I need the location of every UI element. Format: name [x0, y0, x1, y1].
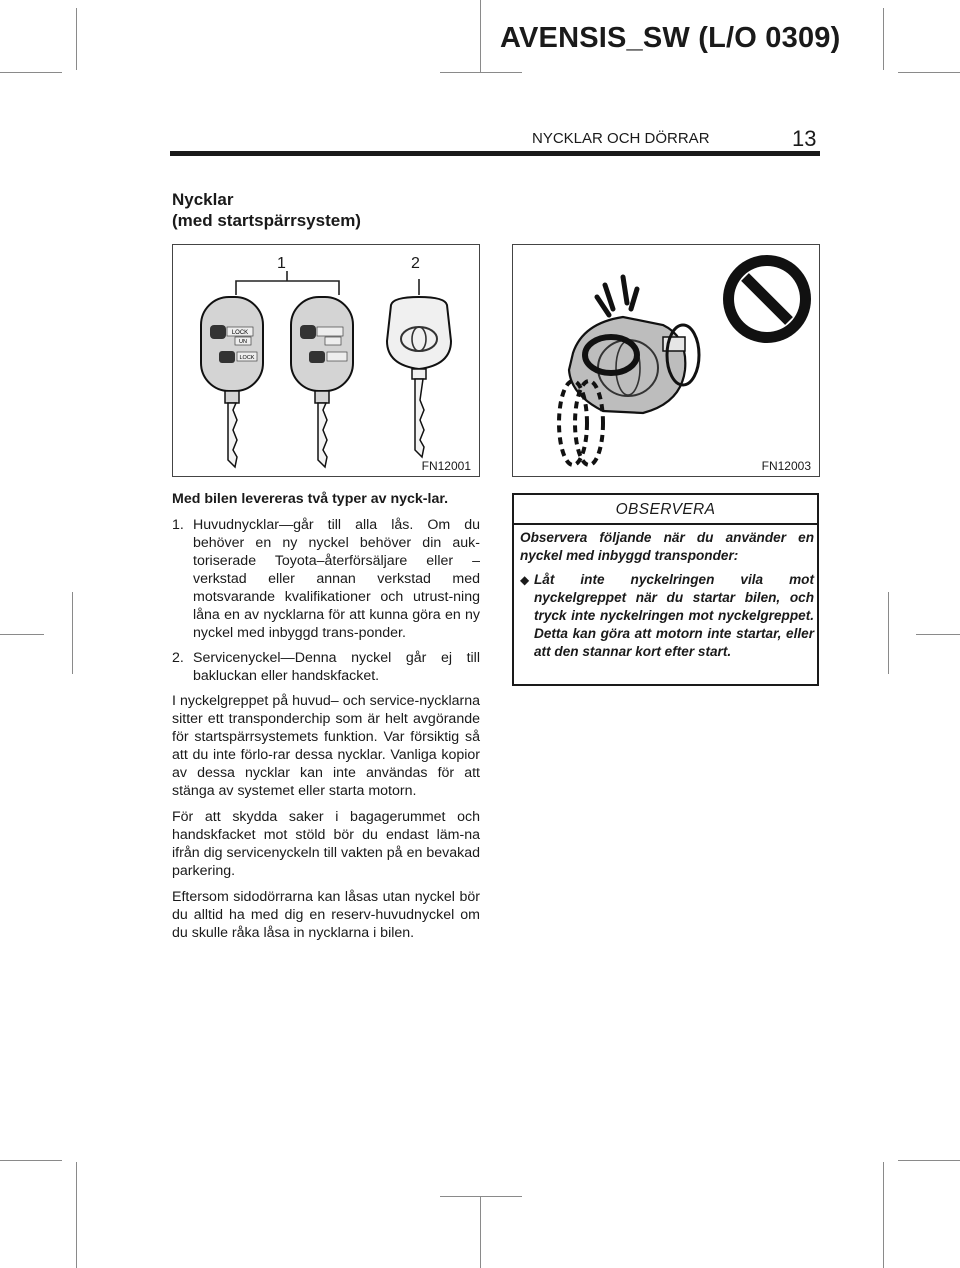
- crop-mark: [480, 0, 481, 72]
- document-title: AVENSIS_SW (L/O 0309): [500, 22, 841, 54]
- section-heading: Nycklar (med startspärrsystem): [172, 190, 361, 230]
- figure-key-ring-warning: [512, 244, 820, 477]
- callout-2: 2: [411, 255, 420, 272]
- master-key-1: [201, 297, 263, 467]
- crop-mark: [888, 592, 889, 674]
- crop-mark: [72, 592, 73, 674]
- crop-mark: [898, 72, 960, 73]
- key-ring-illustration: [513, 245, 819, 476]
- list-item: [172, 516, 480, 642]
- crop-mark: [440, 72, 522, 73]
- list-item-text: Servicenyckel—Denna nyckel går ej till bakluckan eller handskfacket.: [193, 650, 480, 684]
- page-number: 13: [792, 126, 817, 151]
- list-item-number: 1.: [172, 517, 184, 533]
- observera-box: [512, 493, 819, 686]
- list-item-number: 2.: [172, 650, 184, 666]
- observera-title: OBSERVERA: [615, 501, 716, 518]
- observera-bullet: [520, 571, 814, 661]
- master-key-2: [291, 297, 353, 467]
- crop-mark: [883, 1162, 884, 1268]
- crop-mark: [883, 8, 884, 70]
- figure-keys: [172, 244, 480, 477]
- crop-mark: [440, 1196, 522, 1197]
- prohibited-icon: [723, 255, 811, 343]
- figure-code: FN12001: [421, 459, 471, 473]
- observera-body: [520, 529, 814, 661]
- figure-code: FN12003: [761, 459, 811, 473]
- callout-1: 1: [277, 255, 286, 272]
- diamond-bullet-icon: ◆: [520, 573, 530, 587]
- section-label: NYCKLAR OCH DÖRRAR: [532, 130, 710, 147]
- list-item-text: Huvudnycklar—går till alla lås. Om du behöver en ny nyckel behöver din auk-toriserade Toyota–återförsäljare eller –verkstad eller annan verkstad med motsvarande kvalifikationer och utrust-ning låna en av nycklarna för att kunna göra en ny nyckel med inbyggd trans-ponder.: [193, 517, 480, 641]
- intro-paragraph: Med bilen levereras två typer av nyck-lar.: [172, 491, 449, 507]
- remote-lock-label: LOCK: [231, 330, 249, 336]
- ignition-key-icon: [559, 277, 699, 465]
- crop-mark: [898, 1160, 960, 1161]
- observera-bullet-text: Låt inte nyckelringen vila mot nyckelgreppet när du startar bilen, och tryck inte nyckelringen mot nyckelgreppet. Detta kan göra att motorn inte startar, eller att den stannar kort efter start.: [534, 572, 814, 659]
- crop-mark: [0, 634, 44, 635]
- remote-unlock-label: UN: [239, 339, 247, 345]
- crop-mark: [76, 8, 77, 70]
- crop-mark: [0, 72, 62, 73]
- crop-mark: [76, 1162, 77, 1268]
- service-key: [387, 297, 451, 457]
- observera-intro: Observera följande när du använder en nyckel med inbyggd transponder:: [520, 530, 814, 563]
- spare-key-paragraph: Eftersom sidodörrarna kan låsas utan nyckel bör du alltid ha med dig en reserv-huvudnyckel om du skulle råka låsa in nycklarna i bilen.: [172, 889, 480, 941]
- crop-mark: [480, 1196, 481, 1268]
- body-text: [172, 490, 480, 950]
- remote-trunk-label: LOCK: [239, 355, 255, 361]
- list-item: [172, 649, 480, 685]
- transponder-paragraph: I nyckelgreppet på huvud– och service-nycklarna sitter ett transponderchip som är helt avgörande för startspärrsystemets funktion. Var försiktig så att du inte förlo-rar dessa nycklar. Vanliga kopior av dessa nycklar kan inte användas för att stänga av systemet eller starta motorn.: [172, 693, 480, 799]
- crop-mark: [0, 1160, 62, 1161]
- crop-mark: [916, 634, 960, 635]
- service-key-paragraph: För att skydda saker i bagagerummet och handskfacket mot stöld bör du endast läm-na ifrån dig servicenyckeln till vakten på en bevakad parkering.: [172, 809, 480, 879]
- observera-divider: [514, 523, 817, 525]
- keys-illustration: [173, 245, 479, 476]
- header-rule: [170, 151, 820, 156]
